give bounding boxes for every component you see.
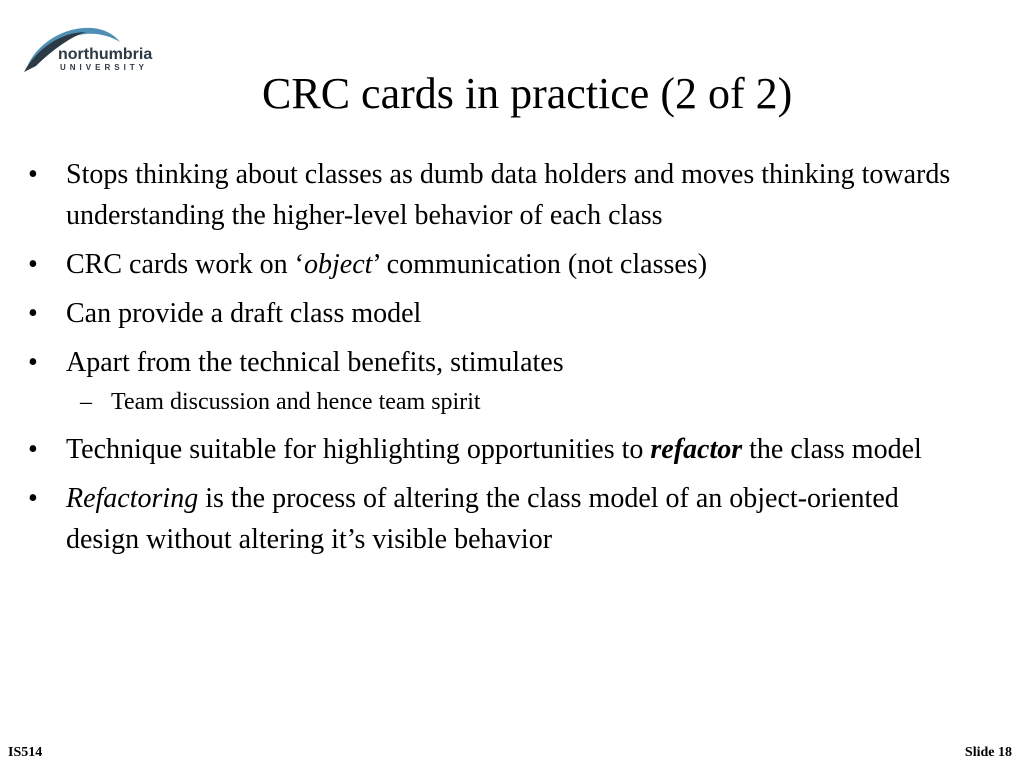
bullet-text: Apart from the technical benefits, stimulates (66, 347, 564, 378)
emphasis-refactoring: Refactoring (66, 483, 199, 514)
logo-name: northumbria (58, 46, 153, 63)
bullet-text: Can provide a draft class model (66, 298, 422, 329)
sub-bullet-text: Team discussion and hence team spirit (111, 389, 481, 415)
bullet-text: the class model (742, 434, 922, 465)
bullet-item (0, 429, 970, 470)
bullet-icon: • (28, 434, 38, 465)
bullet-item (0, 244, 970, 285)
bullet-text: Stops thinking about classes as dumb data holders and moves thinking towards understanding the higher-level behavior of each class (66, 159, 951, 231)
northumbria-logo (22, 20, 172, 76)
bullet-icon: • (28, 483, 38, 514)
bullet-text: ’ communication (not classes) (372, 249, 708, 280)
bullet-text: is the process of altering the class model of an object-oriented design without altering it’s visible behavior (66, 483, 899, 555)
bullet-icon: • (28, 249, 38, 280)
bullet-item (0, 154, 970, 236)
bullet-item (0, 293, 970, 334)
slide-title: CRC cards in practice (2 of 2) (262, 69, 793, 118)
bullet-text: CRC cards work on ‘ (66, 249, 304, 280)
bullet-icon: • (28, 159, 38, 190)
bullet-icon: • (28, 347, 38, 378)
bullet-item (0, 478, 970, 560)
sub-bullet-item (0, 387, 1000, 417)
bullet-text: Technique suitable for highlighting opportunities to (66, 434, 651, 465)
footer-slide-number: Slide 18 (964, 745, 1012, 760)
emphasis-object: object (303, 249, 373, 280)
footer-course-code: IS514 (8, 745, 43, 760)
emphasis-refactor: refactor (650, 434, 743, 465)
bullet-item (0, 342, 970, 383)
dash-icon: – (80, 389, 92, 415)
bullet-list (0, 154, 1000, 568)
bullet-icon: • (28, 298, 38, 329)
logo-subtitle: UNIVERSITY (60, 63, 149, 72)
